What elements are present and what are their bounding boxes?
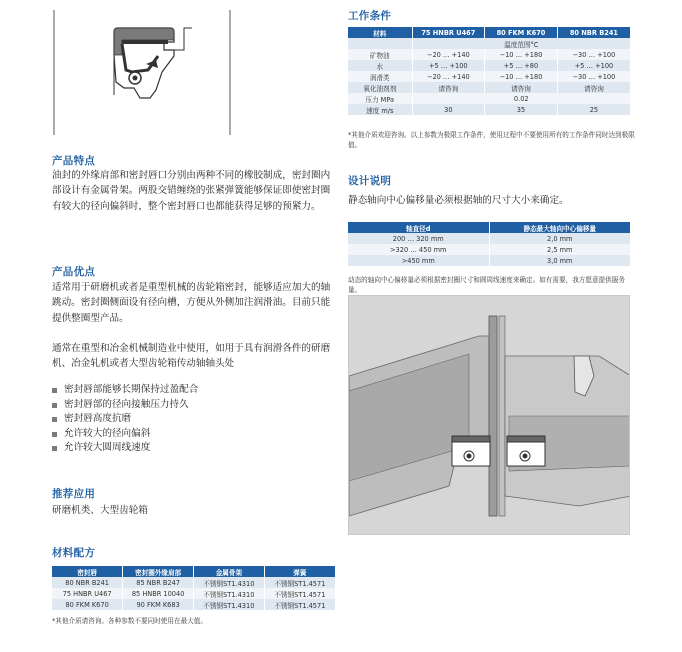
conditions-col-header: 材料 <box>348 27 412 38</box>
table-row <box>348 38 630 49</box>
table-cell: 25 <box>557 104 630 115</box>
applications-heading: 推荐应用 <box>52 488 96 500</box>
features-text: 油封的外缘肩部和密封唇口分别由两种不同的橡胶制成，密封圈内部设计有金属骨架。两股交错缠绕的张紧弹簧能够保证即使密封圈有较大的径向偏斜时，整个密封唇口也都能获得足够的预紧力。 <box>52 170 331 212</box>
table-cell: 85 HNBR 10040 <box>123 588 194 599</box>
materials-heading: 材料配方 <box>52 547 96 559</box>
conditions-note: *其他介质欢迎咨询。以上参数为极限工作条件，使用过程中不要使用所有的工作条件同时达到极限值。 <box>348 131 635 149</box>
advantages-heading: 产品优点 <box>52 266 96 278</box>
design-heading: 设计说明 <box>348 175 392 187</box>
materials-col-header: 金属骨架 <box>194 566 265 577</box>
features-heading: 产品特点 <box>52 155 96 167</box>
pressure-label: 压力 MPa <box>348 93 412 104</box>
table-cell: 不锈钢ST1.4571 <box>264 599 335 610</box>
table-row <box>348 233 630 244</box>
conditions-col-header: 80 FKM K670 <box>485 27 558 38</box>
table-cell: −10 … +180 <box>485 49 558 60</box>
table-cell: 不锈钢ST1.4310 <box>194 577 265 588</box>
table-cell: 3,0 mm <box>489 255 630 266</box>
conditions-col-header: 75 HNBR U467 <box>412 27 485 38</box>
bullet-item: 密封唇部能够长期保持过盈配合 <box>52 383 334 398</box>
bullet-item: 密封唇部的径向接触压力持久 <box>52 398 334 413</box>
installation-illustration <box>348 295 630 535</box>
temperature-range-label: 温度范围°C <box>412 38 630 49</box>
table-row <box>348 255 630 266</box>
table-row <box>52 599 335 610</box>
table-cell: +5 … +100 <box>412 60 485 71</box>
advantages-bullet-list <box>52 383 334 456</box>
seal-cross-section-drawing <box>52 10 232 135</box>
table-cell: 80 FKM K670 <box>52 599 123 610</box>
table-cell: −20 … +140 <box>412 71 485 82</box>
bullet-item: 允许较大圆周线速度 <box>52 441 334 456</box>
table-row <box>52 577 335 588</box>
bullet-item: 密封唇高度抗磨 <box>52 412 334 427</box>
table-cell: 30 <box>412 104 485 115</box>
table-cell: −20 … +140 <box>412 49 485 60</box>
table-row <box>348 49 630 60</box>
table-cell: −30 … +100 <box>557 49 630 60</box>
table-cell: 75 HNBR U467 <box>52 588 123 599</box>
table-cell: +5 … +100 <box>557 60 630 71</box>
design-text: 静态轴向中心偏移量必须根据轴的尺寸大小来确定。 <box>348 195 569 206</box>
table-row <box>348 93 630 104</box>
table-cell: 请咨询 <box>485 82 558 93</box>
table-cell: 水 <box>348 60 412 71</box>
conditions-heading: 工作条件 <box>348 10 392 22</box>
table-cell: 不锈钢ST1.4310 <box>194 599 265 610</box>
table-cell: 不锈钢ST1.4571 <box>264 577 335 588</box>
table-row <box>348 244 630 255</box>
materials-col-header: 密封唇 <box>52 566 123 577</box>
table-cell: 85 NBR B247 <box>123 577 194 588</box>
design-note: 动态的轴向中心偏移量必须根据密封圈尺寸和圆周线速度来确定。如有需要，我方愿意提供服务量。 <box>348 276 625 294</box>
table-row <box>348 71 630 82</box>
table-cell: +5 … +80 <box>485 60 558 71</box>
table-row <box>52 588 335 599</box>
advantages-text-2: 通常在重型和冶金机械制造业中使用，如用于具有润滑各件的研磨机、冶金轧机或者大型齿轮箱传动轴轴头处 <box>52 343 331 370</box>
applications-text: 研磨机类、大型齿轮箱 <box>52 505 148 516</box>
materials-table <box>52 566 335 610</box>
advantages-text-1: 适常用于研磨机或者是重型机械的齿轮箱密封，能够适应加大的轴跳动。密封圈侧面设有径向槽，方便从外侧加注润滑油。目前只能提供整圈型产品。 <box>52 282 331 324</box>
table-row <box>348 60 630 71</box>
table-row <box>348 104 630 115</box>
table-cell: >450 mm <box>348 255 489 266</box>
table-cell: 2,5 mm <box>489 244 630 255</box>
table-cell: 请咨询 <box>412 82 485 93</box>
materials-col-header: 密封圈外缘肩部 <box>123 566 194 577</box>
table-cell: 不锈钢ST1.4310 <box>194 588 265 599</box>
materials-col-header: 弹簧 <box>264 566 335 577</box>
conditions-col-header: 80 NBR B241 <box>557 27 630 38</box>
conditions-table <box>348 27 630 115</box>
materials-note: *其他介质请咨询。各种参数不要同时使用在最大值。 <box>52 617 207 625</box>
bullet-item: 允许较大的径向偏斜 <box>52 427 334 442</box>
table-cell: 90 FKM K683 <box>123 599 194 610</box>
table-cell: 35 <box>485 104 558 115</box>
table-cell: >320 … 450 mm <box>348 244 489 255</box>
table-cell: 矿物油 <box>348 49 412 60</box>
offset-col-header: 静态最大轴向中心偏移量 <box>489 222 630 233</box>
table-cell: 200 … 320 mm <box>348 233 489 244</box>
pressure-value: 0.02 <box>412 93 630 104</box>
offset-table <box>348 222 630 266</box>
table-cell: 请咨询 <box>557 82 630 93</box>
table-cell: 氧化油剂剂 <box>348 82 412 93</box>
table-cell: −30 … +100 <box>557 71 630 82</box>
gearbox-installation-drawing <box>349 296 630 535</box>
table-cell: 80 NBR B241 <box>52 577 123 588</box>
table-cell: −10 … +180 <box>485 71 558 82</box>
table-row <box>348 82 630 93</box>
speed-label: 速度 m/s <box>348 104 412 115</box>
table-cell: 润滑类 <box>348 71 412 82</box>
table-cell: 2,0 mm <box>489 233 630 244</box>
table-cell: 不锈钢ST1.4571 <box>264 588 335 599</box>
offset-col-header: 轴直径d <box>348 222 489 233</box>
